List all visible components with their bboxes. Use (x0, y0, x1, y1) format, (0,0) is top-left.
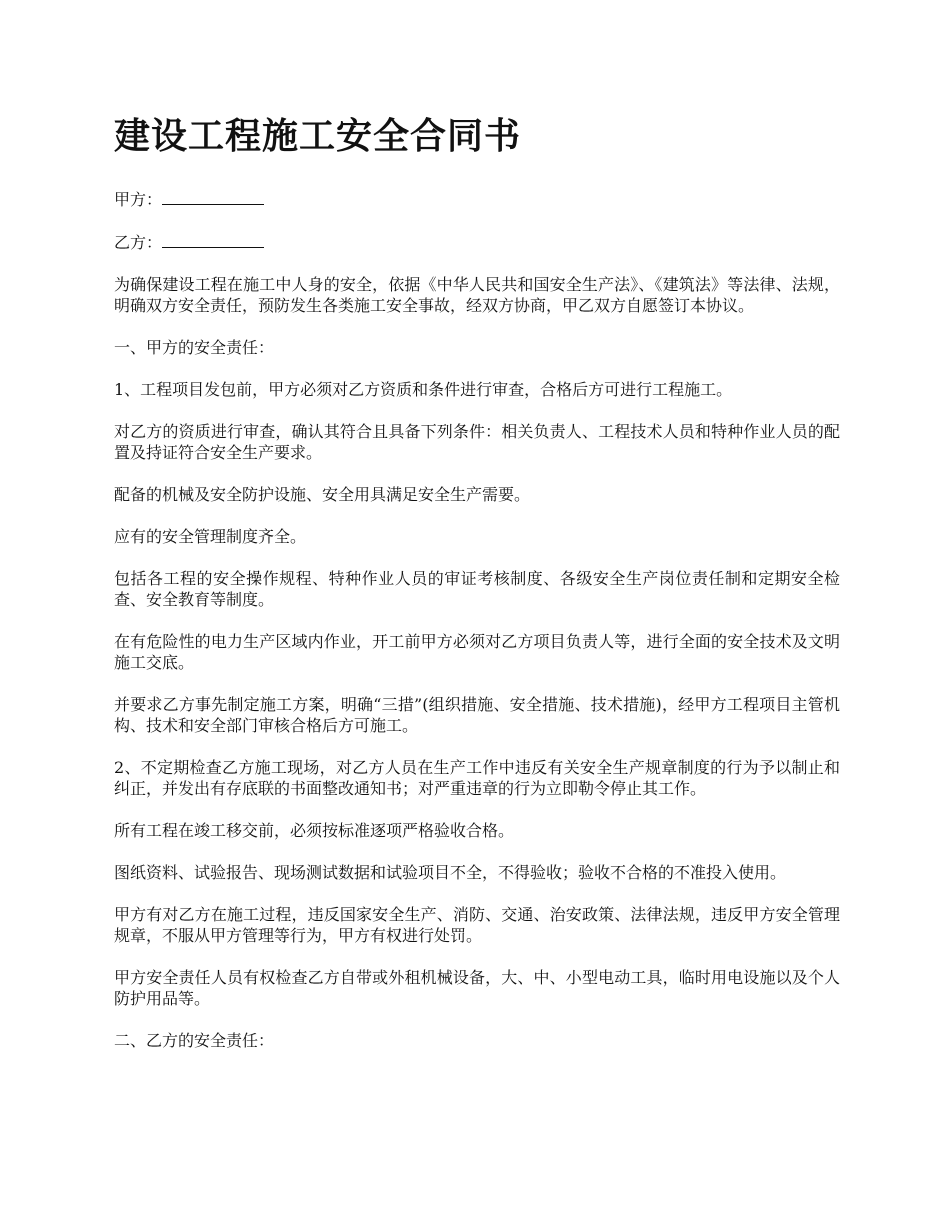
party-b-blank[interactable] (162, 231, 264, 248)
section-heading-party-a: 一、甲方的安全责任： (114, 338, 275, 357)
paragraph: 所有工程在竣工移交前，必须按标准逐项严格验收合格。 (114, 821, 515, 840)
party-b-label: 乙方： (114, 233, 163, 252)
paragraph-intro: 为确保建设工程在施工中人身的安全，依据《中华人民共和国安全生产法》、《建筑法》等法律、法规，明确双方安全责任，预防发生各类施工安全事故，经双方协商，甲乙双方自愿签订本协议。 (114, 275, 840, 315)
party-a-line (114, 188, 840, 210)
paragraph: 1、工程项目发包前，甲方必须对乙方资质和条件进行审查，合格后方可进行工程施工。 (114, 380, 733, 399)
section-heading-party-b: 二、乙方的安全责任： (114, 1031, 275, 1050)
paragraph: 在有危险性的电力生产区域内作业，开工前甲方必须对乙方项目负责人等，进行全面的安全技术及文明施工交底。 (114, 632, 840, 672)
party-a-blank[interactable] (162, 188, 264, 205)
paragraph: 并要求乙方事先制定施工方案，明确“三措”(组织措施、安全措施、技术措施)，经甲方工程项目主管机构、技术和安全部门审核合格后方可施工。 (114, 695, 840, 735)
paragraph: 甲方有对乙方在施工过程，违反国家安全生产、消防、交通、治安政策、法律法规，违反甲方安全管理规章，不服从甲方管理等行为，甲方有权进行处罚。 (114, 905, 840, 945)
paragraph: 2、不定期检查乙方施工现场，对乙方人员在生产工作中违反有关安全生产规章制度的行为予以制止和纠正，并发出有存底联的书面整改通知书；对严重违章的行为立即勒令停止其工作。 (114, 758, 840, 798)
paragraph: 图纸资料、试验报告、现场测试数据和试验项目不全，不得验收；验收不合格的不准投入使用。 (114, 863, 787, 882)
party-a-label: 甲方： (114, 190, 163, 209)
paragraph: 甲方安全责任人员有权检查乙方自带或外租机械设备，大、中、小型电动工具，临时用电设施以及个人防护用品等。 (114, 968, 840, 1008)
party-b-line (114, 231, 840, 253)
document-page (114, 112, 840, 1072)
paragraph: 应有的安全管理制度齐全。 (114, 527, 307, 546)
paragraph: 对乙方的资质进行审查，确认其符合且具备下列条件：相关负责人、工程技术人员和特种作业人员的配置及持证符合安全生产要求。 (114, 422, 840, 462)
document-title: 建设工程施工安全合同书 (114, 115, 522, 157)
paragraph: 配备的机械及安全防护设施、安全用具满足安全生产需要。 (114, 485, 531, 504)
paragraph: 包括各工程的安全操作规程、特种作业人员的审证考核制度、各级安全生产岗位责任制和定期安全检查、安全教育等制度。 (114, 569, 840, 609)
